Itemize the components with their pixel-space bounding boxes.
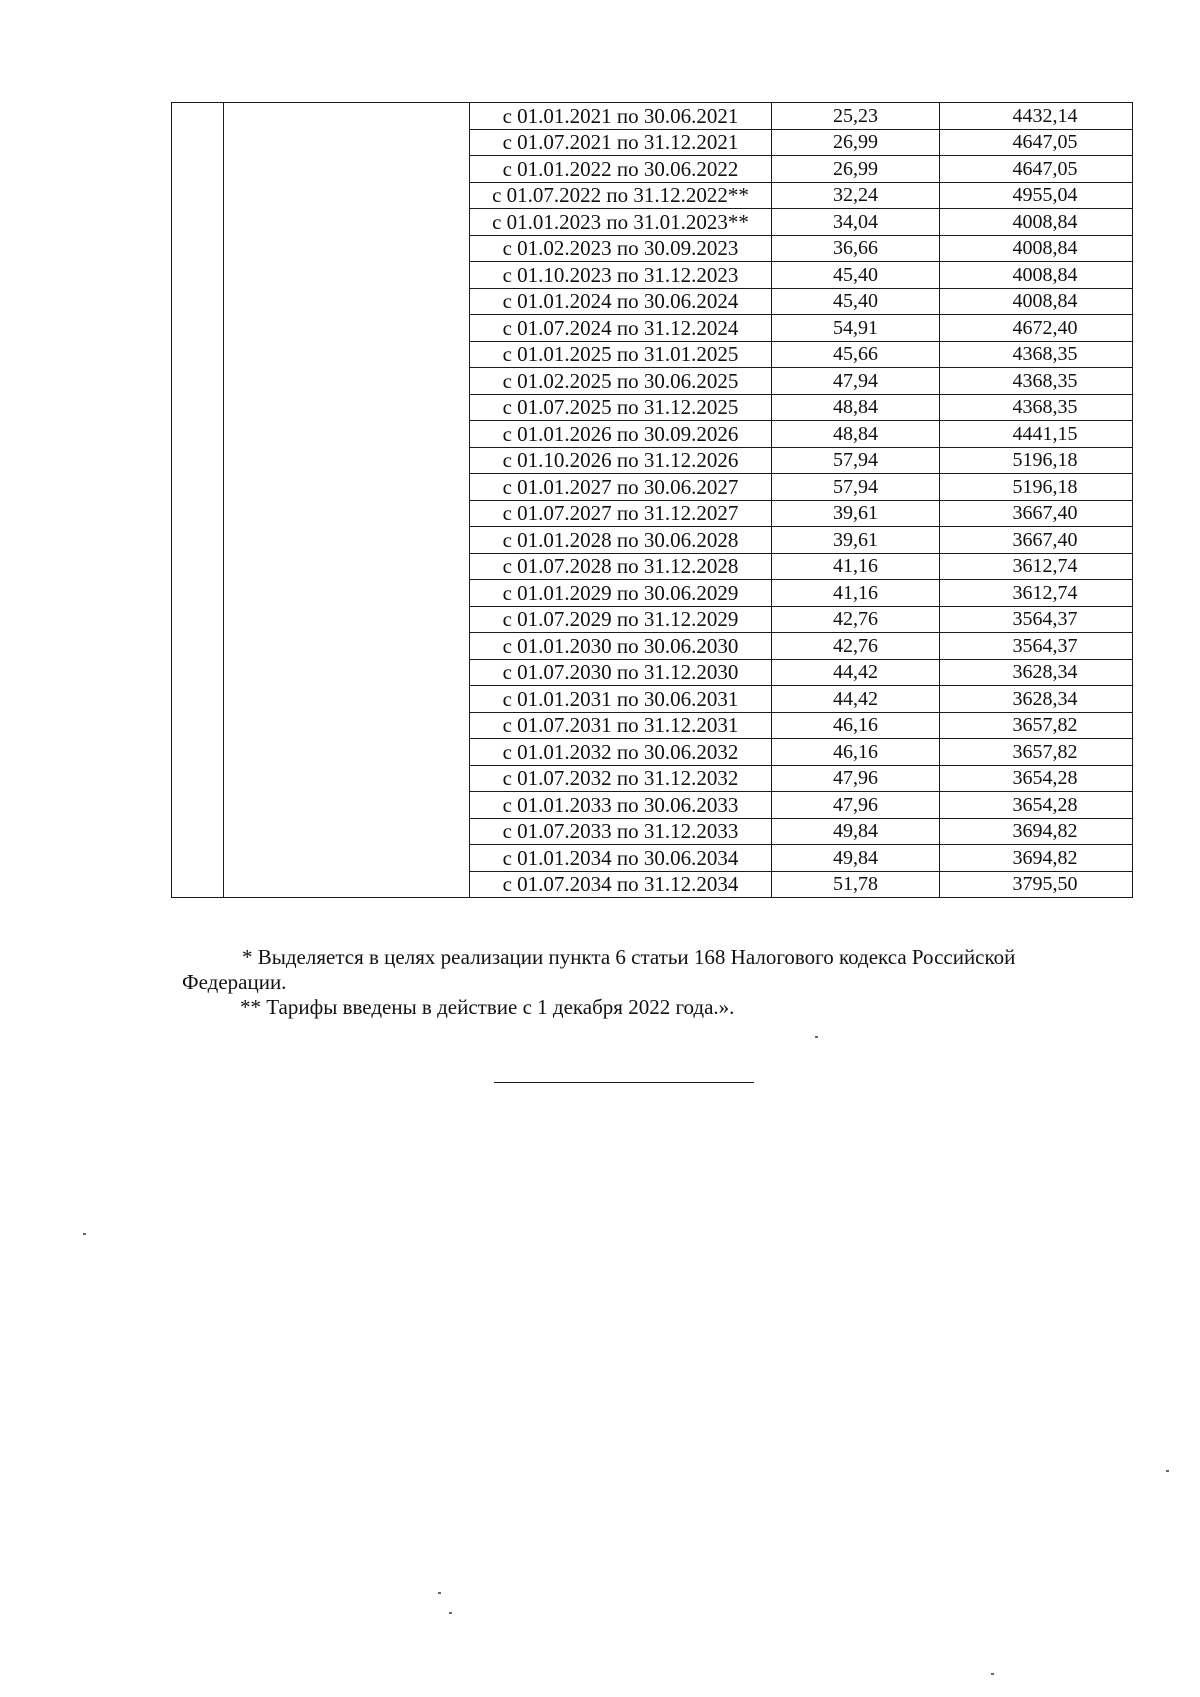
period-cell: с 01.01.2031 по 30.06.2031 [470,686,772,713]
rate-cell: 46,16 [772,712,940,739]
amount-cell: 4368,35 [940,368,1133,395]
rate-cell: 39,61 [772,527,940,554]
rate-cell: 44,42 [772,659,940,686]
amount-cell: 3612,74 [940,580,1133,607]
period-cell: с 01.01.2028 по 30.06.2028 [470,527,772,554]
rate-cell: 42,76 [772,606,940,633]
rate-cell: 26,99 [772,156,940,183]
period-cell: с 01.07.2030 по 31.12.2030 [470,659,772,686]
rate-cell: 47,94 [772,368,940,395]
amount-cell: 4647,05 [940,129,1133,156]
rate-cell: 47,96 [772,765,940,792]
rate-cell: 49,84 [772,818,940,845]
footnote-vat: * Выделяется в целях реализации пункта 6 статьи 168 Налогового кодекса Российской Федерации. [182,945,1016,994]
amount-cell: 4672,40 [940,315,1133,342]
rate-cell: 25,23 [772,103,940,130]
tariff-table-body [172,103,1133,898]
period-cell: с 01.01.2026 по 30.09.2026 [470,421,772,448]
rate-cell: 51,78 [772,871,940,898]
amount-cell: 3628,34 [940,686,1133,713]
period-cell: с 01.01.2024 по 30.06.2024 [470,288,772,315]
amount-cell: 3654,28 [940,765,1133,792]
rate-cell: 49,84 [772,845,940,872]
period-cell: с 01.07.2027 по 31.12.2027 [470,500,772,527]
scan-speck [815,1036,818,1038]
period-cell: с 01.01.2021 по 30.06.2021 [470,103,772,130]
scan-speck [438,1592,441,1594]
period-cell: с 01.02.2023 по 30.09.2023 [470,235,772,262]
period-cell: с 01.01.2033 по 30.06.2033 [470,792,772,819]
amount-cell: 4368,35 [940,341,1133,368]
period-cell: с 01.02.2025 по 30.06.2025 [470,368,772,395]
period-cell: с 01.01.2029 по 30.06.2029 [470,580,772,607]
amount-cell: 3694,82 [940,845,1133,872]
period-cell: с 01.07.2025 по 31.12.2025 [470,394,772,421]
amount-cell: 3612,74 [940,553,1133,580]
period-cell: с 01.07.2028 по 31.12.2028 [470,553,772,580]
rate-cell: 44,42 [772,686,940,713]
rate-cell: 34,04 [772,209,940,236]
scan-speck [83,1233,86,1235]
amount-cell: 3667,40 [940,527,1133,554]
amount-cell: 3654,28 [940,792,1133,819]
period-cell: с 01.10.2023 по 31.12.2023 [470,262,772,289]
period-cell: с 01.07.2032 по 31.12.2032 [470,765,772,792]
period-cell: с 01.07.2029 по 31.12.2029 [470,606,772,633]
rate-cell: 41,16 [772,553,940,580]
amount-cell: 3564,37 [940,633,1133,660]
amount-cell: 5196,18 [940,474,1133,501]
rate-cell: 54,91 [772,315,940,342]
amount-cell: 3657,82 [940,739,1133,766]
amount-cell: 4368,35 [940,394,1133,421]
period-cell: с 01.07.2022 по 31.12.2022** [470,182,772,209]
amount-cell: 3795,50 [940,871,1133,898]
period-cell: с 01.01.2032 по 30.06.2032 [470,739,772,766]
rate-cell: 57,94 [772,474,940,501]
rate-cell: 45,66 [772,341,940,368]
period-cell: с 01.10.2026 по 31.12.2026 [470,447,772,474]
rate-cell: 48,84 [772,394,940,421]
amount-cell: 4441,15 [940,421,1133,448]
period-cell: с 01.07.2021 по 31.12.2021 [470,129,772,156]
amount-cell: 4955,04 [940,182,1133,209]
amount-cell: 4008,84 [940,262,1133,289]
amount-cell: 4008,84 [940,288,1133,315]
amount-cell: 4008,84 [940,235,1133,262]
rate-cell: 45,40 [772,288,940,315]
rate-cell: 26,99 [772,129,940,156]
period-cell: с 01.07.2024 по 31.12.2024 [470,315,772,342]
rate-cell: 42,76 [772,633,940,660]
period-cell: с 01.01.2023 по 31.01.2023** [470,209,772,236]
amount-cell: 3628,34 [940,659,1133,686]
period-cell: с 01.01.2022 по 30.06.2022 [470,156,772,183]
footnote-tariff-date: ** Тарифы введены в действие с 1 декабря 2022 года.». [240,995,735,1019]
period-cell: с 01.07.2031 по 31.12.2031 [470,712,772,739]
amount-cell: 3657,82 [940,712,1133,739]
scan-speck [449,1612,452,1614]
period-cell: с 01.01.2027 по 30.06.2027 [470,474,772,501]
period-cell: с 01.01.2030 по 30.06.2030 [470,633,772,660]
rate-cell: 45,40 [772,262,940,289]
period-cell: с 01.01.2025 по 31.01.2025 [470,341,772,368]
rate-cell: 46,16 [772,739,940,766]
merged-name-cell [224,103,470,898]
rate-cell: 41,16 [772,580,940,607]
scan-speck [1166,1470,1169,1472]
amount-cell: 3694,82 [940,818,1133,845]
rate-cell: 32,24 [772,182,940,209]
amount-cell: 3564,37 [940,606,1133,633]
amount-cell: 5196,18 [940,447,1133,474]
scan-speck [991,1673,994,1675]
rate-cell: 48,84 [772,421,940,448]
rate-cell: 57,94 [772,447,940,474]
amount-cell: 4008,84 [940,209,1133,236]
amount-cell: 3667,40 [940,500,1133,527]
rate-cell: 36,66 [772,235,940,262]
rate-cell: 39,61 [772,500,940,527]
period-cell: с 01.07.2033 по 31.12.2033 [470,818,772,845]
table-row [172,103,1133,130]
rate-cell: 47,96 [772,792,940,819]
merged-number-cell [172,103,224,898]
period-cell: с 01.07.2034 по 31.12.2034 [470,871,772,898]
amount-cell: 4647,05 [940,156,1133,183]
period-cell: с 01.01.2034 по 30.06.2034 [470,845,772,872]
tariff-table [171,102,1133,898]
amount-cell: 4432,14 [940,103,1133,130]
end-of-document-rule [494,1082,754,1083]
